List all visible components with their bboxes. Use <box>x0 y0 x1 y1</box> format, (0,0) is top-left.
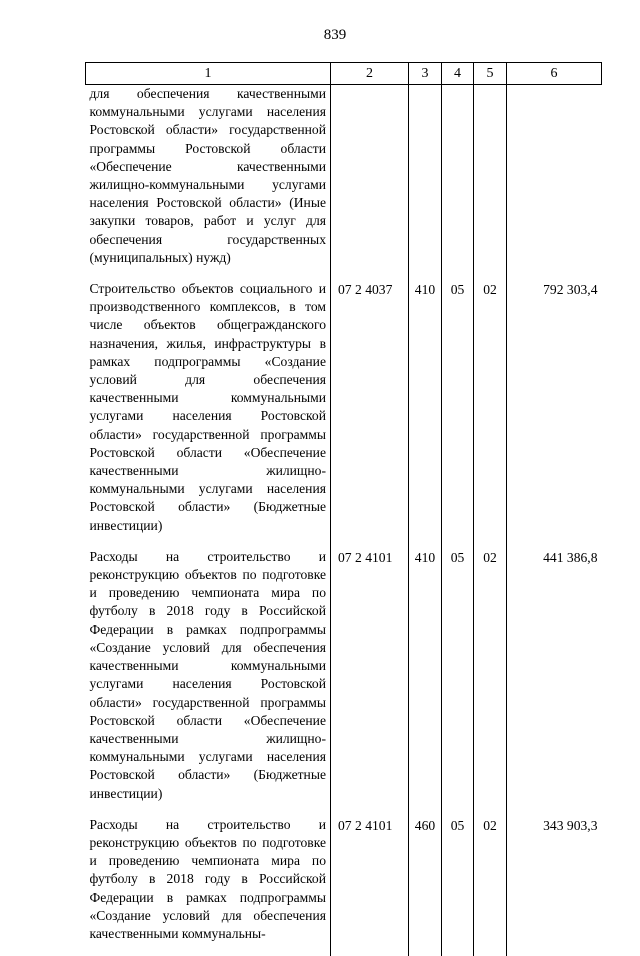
row-section: 05 <box>442 816 474 956</box>
header-col-6: 6 <box>507 63 602 85</box>
row-expense-type: 410 <box>409 280 442 548</box>
row-amount <box>507 85 602 281</box>
row-amount: 441 386,8 <box>507 548 602 816</box>
row-expense-type: 460 <box>409 816 442 956</box>
header-col-2: 2 <box>331 63 409 85</box>
header-col-1: 1 <box>86 63 331 85</box>
row-expense-type: 410 <box>409 548 442 816</box>
row-description: Строительство объектов социального и производственного комплексов, в том числе объектов общегражданского назначения, жилья, инфраструктуры в рамках подпрограммы «Создание условий для обеспечения качественными коммунальными услугами населения Ростовской области» государственной программы Ростовской области «Обеспечение качественными жилищно-коммунальными услугами населения Ростовской области» (Бюджетные инвестиции) <box>86 280 331 548</box>
budget-table <box>85 62 602 956</box>
row-description: Расходы на строительство и реконструкцию объектов по подготовке и проведению чемпионата мира по футболу в 2018 году в Российской Федерации в рамках подпрограммы «Создание условий для обеспечения качественными коммунальными услугами населения Ростовской области» государственной программы Ростовской области «Обеспечение качественными жилищно-коммунальными услугами населения Ростовской области» (Бюджетные инвестиции) <box>86 548 331 816</box>
row-subsection: 02 <box>474 548 507 816</box>
header-col-5: 5 <box>474 63 507 85</box>
row-subsection: 02 <box>474 816 507 956</box>
row-section: 05 <box>442 548 474 816</box>
row-target-article <box>331 85 409 281</box>
row-description: Расходы на строительство и реконструкцию объектов по подготовке и проведению чемпионата мира по футболу в 2018 году в Российской Федерации в рамках подпрограммы «Создание условий для обеспечения качественными коммунальны- <box>86 816 331 956</box>
row-section: 05 <box>442 280 474 548</box>
table-row <box>86 548 602 816</box>
header-col-4: 4 <box>442 63 474 85</box>
row-amount: 792 303,4 <box>507 280 602 548</box>
row-subsection <box>474 85 507 281</box>
row-subsection: 02 <box>474 280 507 548</box>
row-target-article: 07 2 4037 <box>338 282 393 298</box>
table-row <box>86 816 602 956</box>
table-row <box>86 280 602 548</box>
header-col-3: 3 <box>409 63 442 85</box>
row-description: для обеспечения качественными коммунальными услугами населения Ростовской области» государственной программы Ростовской области «Обеспечение качественными жилищно-коммунальными услугами населения Ростовской области» (Иные закупки товаров, работ и услуг для обеспечения государственных (муниципальных) нужд) <box>86 85 331 281</box>
table-header-row <box>86 63 602 85</box>
row-section <box>442 85 474 281</box>
table-row <box>86 85 602 281</box>
page-number: 839 <box>323 27 347 43</box>
row-target-article: 07 2 4101 <box>338 549 393 565</box>
row-amount: 343 903,3 <box>507 816 602 956</box>
row-target-article: 07 2 4101 <box>338 817 393 833</box>
row-expense-type <box>409 85 442 281</box>
